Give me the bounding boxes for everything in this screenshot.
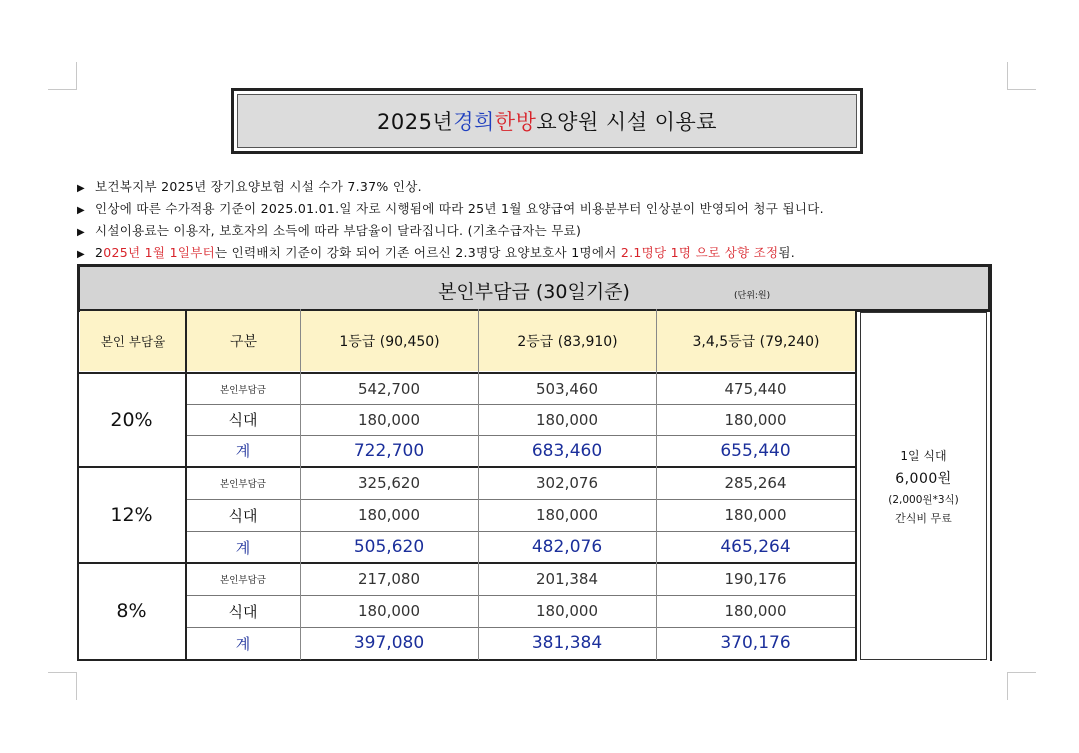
note-highlight: 025년 1월 1일부터 — [103, 245, 215, 260]
value-cell: 180,000 — [535, 602, 599, 620]
value-cell: 542,700 — [357, 379, 421, 398]
table-rule — [77, 659, 856, 661]
table-heading: 본인부담금 (30일기준) — [438, 281, 630, 303]
table-rule — [186, 595, 856, 596]
note-text: 2 — [95, 245, 104, 260]
header-grade-345: 3,4,5등급 (79,240) — [656, 311, 855, 371]
row-label: 본인부담금 — [220, 384, 266, 396]
total-cell: 370,176 — [720, 633, 791, 653]
table-rule — [186, 627, 856, 628]
note-item — [77, 220, 1037, 242]
total-label: 계 — [235, 634, 251, 653]
total-cell: 465,264 — [720, 537, 791, 557]
value-cell: 285,264 — [724, 474, 787, 492]
unit-label: (단위:원) — [734, 291, 771, 301]
note-text: 는 인력배치 기준이 강화 되어 기존 어르신 2.3명당 요양보호사 1명에서 — [214, 245, 621, 260]
row-label: 식대 — [228, 602, 258, 621]
value-cell: 190,176 — [724, 570, 787, 588]
table-rule — [77, 372, 856, 374]
row-label: 식대 — [228, 506, 258, 525]
note-item — [77, 242, 1037, 264]
value-cell: 180,000 — [724, 506, 787, 524]
crop-mark — [1007, 672, 1008, 700]
rate-cell: 8% — [116, 600, 147, 622]
meal-note-detail: (2,000원*3식) — [888, 493, 959, 506]
meal-note-box — [860, 312, 987, 660]
bullet-icon: ▶ — [77, 227, 85, 238]
crop-mark — [48, 672, 76, 673]
page-title — [237, 94, 857, 148]
table-rule — [990, 264, 992, 661]
note-item — [77, 176, 1037, 198]
table-rule — [478, 309, 479, 660]
note-text: 시설이용료는 이용자, 보호자의 소득에 따라 부담율이 달라집니다. (기초수급자는 무료) — [95, 223, 582, 238]
table-rule — [186, 404, 856, 405]
table-rule — [300, 309, 301, 660]
table-rule — [185, 309, 187, 661]
value-cell: 180,000 — [357, 602, 421, 620]
table-rule — [656, 309, 657, 660]
total-cell: 505,620 — [353, 537, 425, 557]
crop-mark — [1007, 62, 1008, 90]
value-cell: 180,000 — [357, 506, 421, 524]
total-cell: 482,076 — [531, 537, 603, 557]
table-rule — [77, 562, 856, 564]
crop-mark — [76, 62, 77, 90]
note-text: 인상에 따른 수가적용 기준이 2025.01.01.일 자로 시행됨에 따라 25년 1월 요양급여 비용분부터 인상분이 반영되어 청구 됩니다. — [95, 201, 824, 216]
meal-note-snack: 간식비 무료 — [895, 511, 952, 525]
note-text: 보건복지부 2025년 장기요양보험 시설 수가 7.37% 인상. — [95, 179, 422, 194]
notes-list — [77, 176, 1037, 264]
title-name-blue: 경희 — [453, 110, 495, 134]
value-cell: 217,080 — [357, 570, 421, 588]
value-cell: 180,000 — [724, 410, 787, 429]
value-cell: 180,000 — [357, 410, 421, 429]
row-label: 본인부담금 — [220, 479, 266, 490]
crop-mark — [1008, 89, 1036, 90]
crop-mark — [1008, 672, 1036, 673]
table-rule — [186, 435, 856, 436]
table-rule — [855, 309, 857, 661]
meal-note-title: 1일 식대 — [900, 448, 947, 463]
total-cell: 722,700 — [353, 440, 425, 461]
note-text: 됨. — [778, 245, 796, 260]
value-cell: 325,620 — [357, 474, 421, 492]
header-category: 구분 — [186, 311, 300, 371]
rate-cell: 12% — [110, 504, 153, 526]
value-cell: 180,000 — [535, 410, 599, 429]
crop-mark — [48, 89, 76, 90]
title-box — [231, 88, 863, 154]
crop-mark — [76, 672, 77, 700]
row-label: 본인부담금 — [220, 575, 266, 586]
value-cell: 503,460 — [535, 379, 599, 398]
bullet-icon: ▶ — [77, 205, 85, 216]
note-item — [77, 198, 1037, 220]
value-cell: 201,384 — [535, 570, 599, 588]
table-rule — [186, 499, 856, 500]
title-year: 2025년 — [376, 110, 454, 134]
table-rule — [77, 309, 79, 661]
total-cell: 655,440 — [720, 440, 791, 461]
table-banner — [77, 264, 991, 312]
total-cell: 397,080 — [353, 633, 425, 653]
header-grade-2: 2등급 (83,910) — [478, 311, 656, 371]
bullet-icon: ▶ — [77, 249, 85, 260]
total-cell: 683,460 — [531, 440, 603, 461]
rate-cell: 20% — [110, 408, 153, 431]
table-rule — [77, 466, 856, 468]
title-rest: 요양원 시설 이용료 — [536, 110, 718, 134]
value-cell: 180,000 — [724, 602, 787, 620]
total-label: 계 — [235, 442, 251, 460]
bullet-icon: ▶ — [77, 183, 85, 194]
row-label: 식대 — [228, 411, 258, 429]
value-cell: 475,440 — [724, 379, 787, 398]
header-grade-1: 1등급 (90,450) — [300, 311, 478, 371]
meal-note-amount: 6,000원 — [895, 470, 952, 487]
table-rule — [186, 531, 856, 532]
header-rate: 본인 부담율 — [80, 311, 186, 371]
total-cell: 381,384 — [531, 633, 603, 653]
total-label: 계 — [235, 538, 251, 557]
title-name-red: 한방 — [494, 110, 537, 134]
value-cell: 302,076 — [535, 474, 599, 492]
note-highlight: 2.1명당 1명 으로 상향 조정 — [620, 245, 779, 260]
value-cell: 180,000 — [535, 506, 599, 524]
